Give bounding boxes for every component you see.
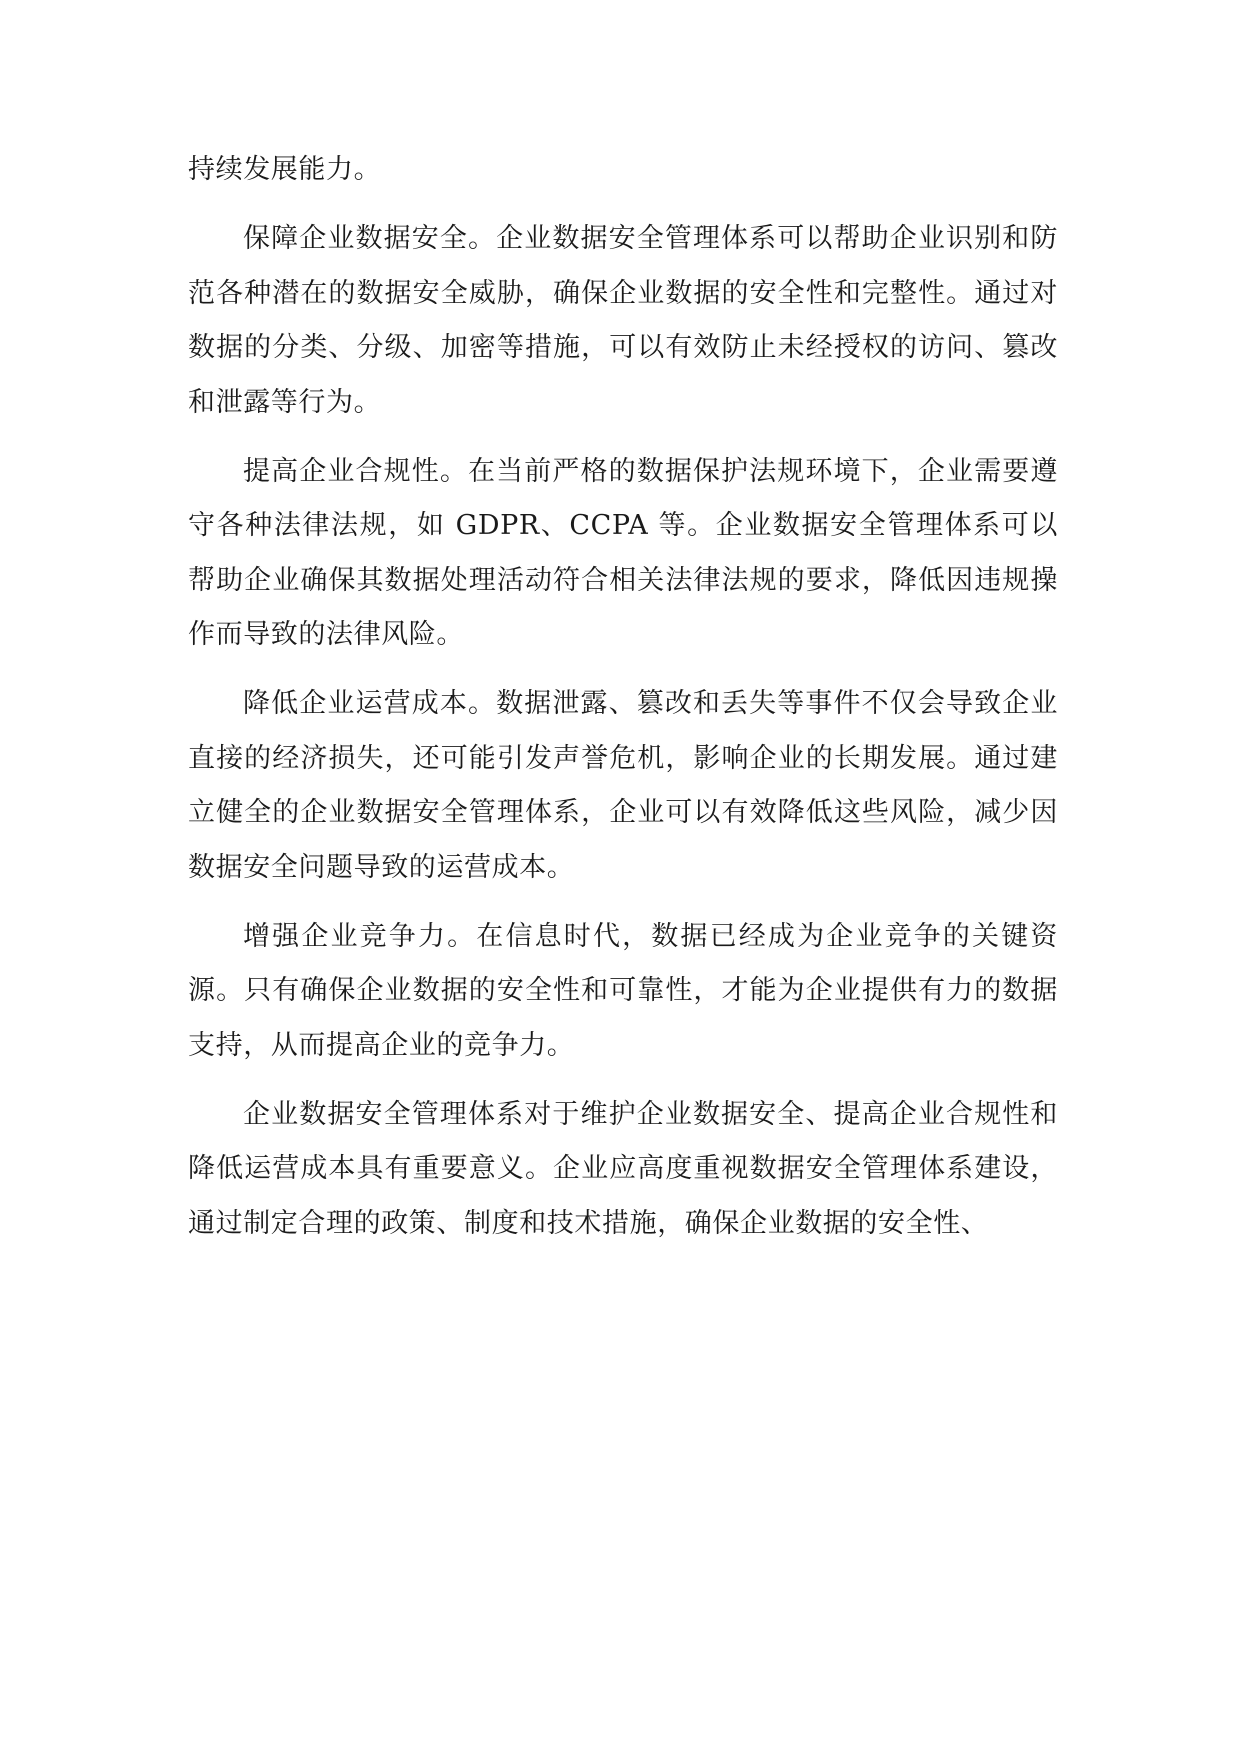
paragraph-compliance: 提高企业合规性。在当前严格的数据保护法规环境下，企业需要遵守各种法律法规，如 GDPR、CCPA 等。企业数据安全管理体系可以帮助企业确保其数据处理活动符合相关法律法规的要求，降低因违规操作而导致的法律风险。	[188, 455, 1058, 650]
paragraph-summary: 企业数据安全管理体系对于维护企业数据安全、提高企业合规性和降低运营成本具有重要意义。企业应高度重视数据安全管理体系建设，通过制定合理的政策、制度和技术措施，确保企业数据的安全性、	[188, 1098, 1058, 1239]
paragraph-continuation: 持续发展能力。	[188, 154, 382, 185]
document-body	[188, 143, 1058, 1251]
paragraph-data-security: 保障企业数据安全。企业数据安全管理体系可以帮助企业识别和防范各种潜在的数据安全威胁，确保企业数据的安全性和完整性。通过对数据的分类、分级、加密等措施，可以有效防止未经授权的访问、篡改和泄露等行为。	[188, 223, 1058, 418]
paragraph-competitiveness: 增强企业竞争力。在信息时代，数据已经成为企业竞争的关键资源。只有确保企业数据的安全性和可靠性，才能为企业提供有力的数据支持，从而提高企业的竞争力。	[188, 920, 1058, 1061]
paragraph-operating-cost: 降低企业运营成本。数据泄露、篡改和丢失等事件不仅会导致企业直接的经济损失，还可能引发声誉危机，影响企业的长期发展。通过建立健全的企业数据安全管理体系，企业可以有效降低这些风险，减少因数据安全问题导致的运营成本。	[188, 688, 1058, 883]
